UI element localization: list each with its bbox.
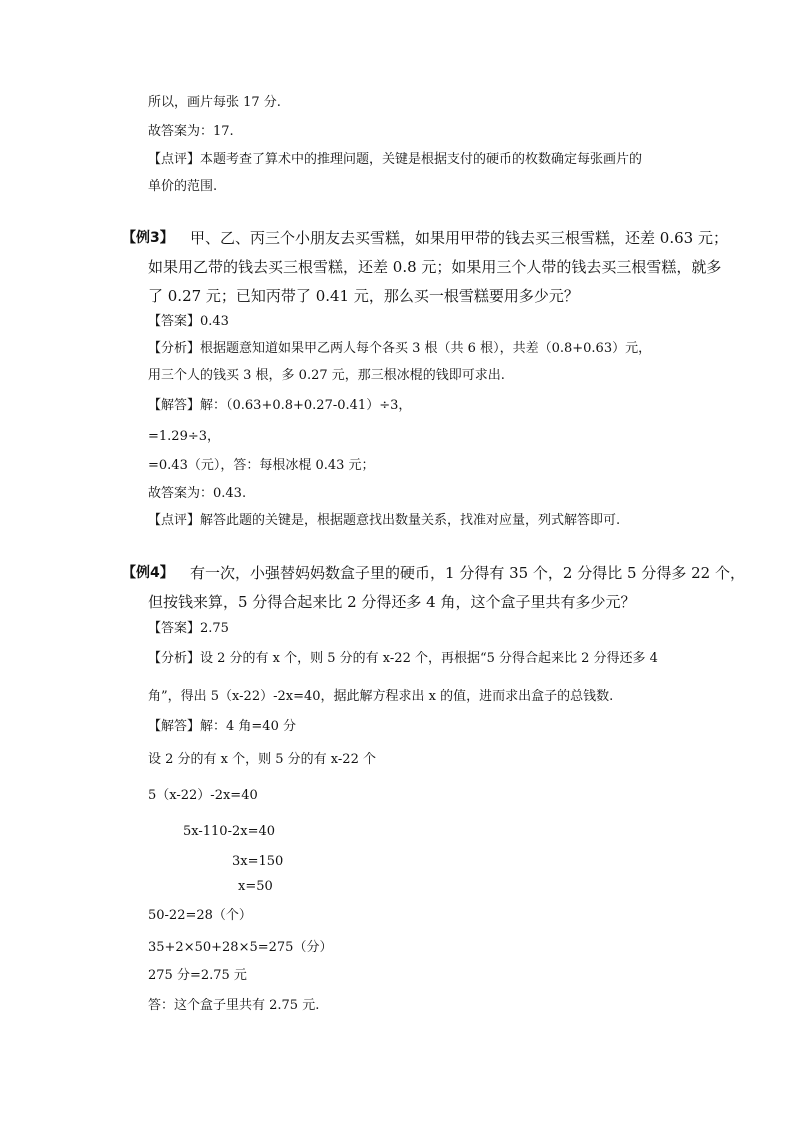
example4-calc2: 35+2×50+28×5=275（分）: [148, 940, 333, 955]
example3-solution-line1: 【解答】解：（0.63+0.8+0.27-0.41）÷3，: [148, 398, 412, 413]
example4-tag: 【例4】: [122, 565, 174, 581]
example4-question-line1: 有一次，小强替妈妈数盒子里的硬币，1 分得有 35 个，2 分得比 5 分得多 22 个，: [190, 564, 745, 582]
example4-answer: 【答案】2.75: [148, 621, 229, 636]
example3-analysis-line1: 【分析】根据题意知道如果甲乙两人每个各买 3 根（共 6 根），共差（0.8+0.63）元，: [148, 341, 652, 356]
example4-equation2: 5x-110-2x=40: [183, 824, 276, 839]
example3-analysis-line2: 用三个人的钱买 3 根，多 0.27 元，那三根冰棍的钱即可求出.: [148, 368, 505, 383]
prev-comment-line2: 单价的范围.: [148, 179, 218, 194]
example3-question-line1: 甲、乙、丙三个小朋友去买雪糕，如果用甲带的钱去买三根雪糕，还差 0.63 元；: [190, 229, 728, 247]
prev-conclusion: 所以，画片每张 17 分.: [148, 95, 281, 110]
example3-solution-line2: =1.29÷3，: [148, 429, 221, 444]
example3-question-line3: 了 0.27 元；已知丙带了 0.41 元，那么买一根雪糕要用多少元？: [148, 287, 579, 305]
example4-calc3: 275 分=2.75 元: [148, 968, 247, 983]
example4-analysis-line1: 【分析】设 2 分的有 x 个，则 5 分的有 x-22 个，再根据“5 分得合起来比 2 分得还多 4: [148, 651, 658, 666]
example3-comment: 【点评】解答此题的关键是，根据题意找出数量关系，找准对应量，列式解答即可.: [148, 513, 621, 528]
example4-question-line2: 但按钱来算，5 分得合起来比 2 分得还多 4 角，这个盒子里共有多少元？: [148, 593, 636, 611]
example3-tag: 【例3】: [122, 230, 174, 246]
prev-answer: 故答案为：17.: [148, 124, 234, 139]
example4-calc1: 50-22=28（个）: [148, 908, 252, 923]
example3-solution-line3: =0.43（元），答：每根冰棍 0.43 元；: [148, 458, 375, 473]
example4-solution-line1: 【解答】解：4 角=40 分: [148, 719, 296, 734]
example3-answer: 【答案】0.43: [148, 314, 229, 329]
prev-comment-line1: 【点评】本题考查了算术中的推理问题，关键是根据支付的硬币的枚数确定每张画片的: [148, 152, 643, 167]
example4-equation1: 5（x-22）-2x=40: [148, 788, 258, 803]
example3-final-answer: 故答案为：0.43.: [148, 486, 247, 501]
example4-analysis-line2: 角”，得出 5（x-22）-2x=40，据此解方程求出 x 的值，进而求出盒子的总钱数.: [148, 689, 614, 704]
example4-equation4: x=50: [238, 879, 273, 894]
example4-equation3: 3x=150: [232, 854, 284, 869]
example4-final-answer: 答：这个盒子里共有 2.75 元.: [148, 998, 320, 1013]
example3-question-line2: 如果用乙带的钱去买三根雪糕，还差 0.8 元；如果用三个人带的钱去买三根雪糕，就多: [148, 258, 722, 276]
example4-solution-line2: 设 2 分的有 x 个，则 5 分的有 x-22 个: [148, 752, 376, 767]
